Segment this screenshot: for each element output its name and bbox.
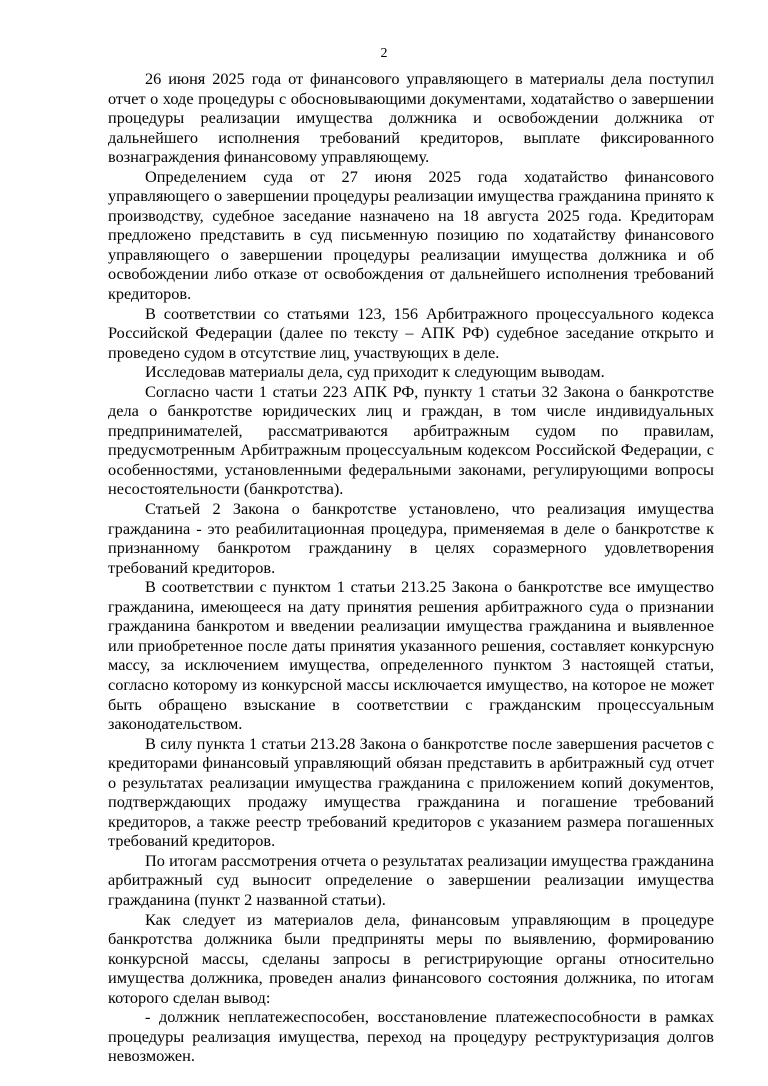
paragraph-7: В соответствии с пунктом 1 статьи 213.25 Закона о банкротстве все имущество гражданина, имеющееся на дату принятия решения арбитражного суда о признании гражданина банкротом и введении реализации имущества гражданина и выявленное или приобретенное после даты принятия указанного решения, составляет конкурсную массу, за исключением имущества, определенного пунктом 3 настоящей статьи, согласно которому из конкурсной массы исключается имущество, на которое не может быть обращено взыскание в соответствии с гражданским процессуальным законодательством. (108, 577, 714, 734)
paragraph-4: Исследовав материалы дела, суд приходит к следующим выводам. (145, 362, 605, 382)
paragraph-9: По итогам рассмотрения отчета о результатах реализации имущества гражданина арбитражный суд выносит определение о завершении реализации имущества гражданина (пункт 2 названной статьи). (108, 850, 714, 909)
paragraph-1: 26 июня 2025 года от финансового управляющего в материалы дела поступил отчет о ходе процедуры с обосновывающими документами, ходатайство о завершении процедуры реализации имущества должника и освобождении должника от дальнейшего исполнения требований кредиторов, выплате фиксированного вознаграждения финансовому управляющему. (108, 69, 714, 167)
paragraph-3: В соответствии со статьями 123, 156 Арбитражного процессуального кодекса Российской Федерации (далее по тексту – АПК РФ) судебное заседание открыто и проведено судом в отсутствие лиц, участвующих в деле. (108, 303, 714, 362)
paragraph-10: Как следует из материалов дела, финансовым управляющим в процедуре банкротства должника были предприняты меры по выявлению, формированию конкурсной массы, сделаны запросы в регистрирующие органы относительно имущества должника, проведен анализ финансового состояния должника, по итогам которого сделан вывод: (108, 909, 714, 1007)
paragraph-11: - должник неплатежеспособен, восстановление платежеспособности в рамках процедуры реализация имущества, переход на процедуру реструктуризация долгов невозможен. (108, 1007, 714, 1066)
document-body (108, 69, 714, 1066)
paragraph-2: Определением суда от 27 июня 2025 года ходатайство финансового управляющего о завершении процедуры реализации имущества гражданина принято к производству, судебное заседание назначено на 18 августа 2025 года. Кредиторам предложено представить в суд письменную позицию по ходатайству финансового управляющего о завершении процедуры реализации имущества должника и об освобождении либо отказе от освобождения от дальнейшего исполнения требований кредиторов. (108, 166, 714, 304)
paragraph-8: В силу пункта 1 статьи 213.28 Закона о банкротстве после завершения расчетов с кредиторами финансовый управляющий обязан представить в арбитражный суд отчет о результатах реализации имущества гражданина с приложением копий документов, подтверждающих продажу имущества гражданина и погашение требований кредиторов, а также реестр требований кредиторов с указанием размера погашенных требований кредиторов. (108, 733, 714, 851)
paragraph-6: Статьей 2 Закона о банкротстве установлено, что реализация имущества гражданина - это реабилитационная процедура, применяемая в деле о банкротстве к признанному банкротом гражданину в целях соразмерного удовлетворения требований кредиторов. (108, 499, 714, 577)
page-number: 2 (380, 46, 388, 61)
paragraph-5: Согласно части 1 статьи 223 АПК РФ, пункту 1 статьи 32 Закона о банкротстве дела о банкротстве юридических лиц и граждан, в том числе индивидуальных предпринимателей, рассматриваются арбитражным судом по правилам, предусмотренным Арбитражным процессуальным кодексом Российской Федерации, с особенностями, установленными федеральными законами, регулирующими вопросы несостоятельности (банкротства). (108, 381, 714, 499)
